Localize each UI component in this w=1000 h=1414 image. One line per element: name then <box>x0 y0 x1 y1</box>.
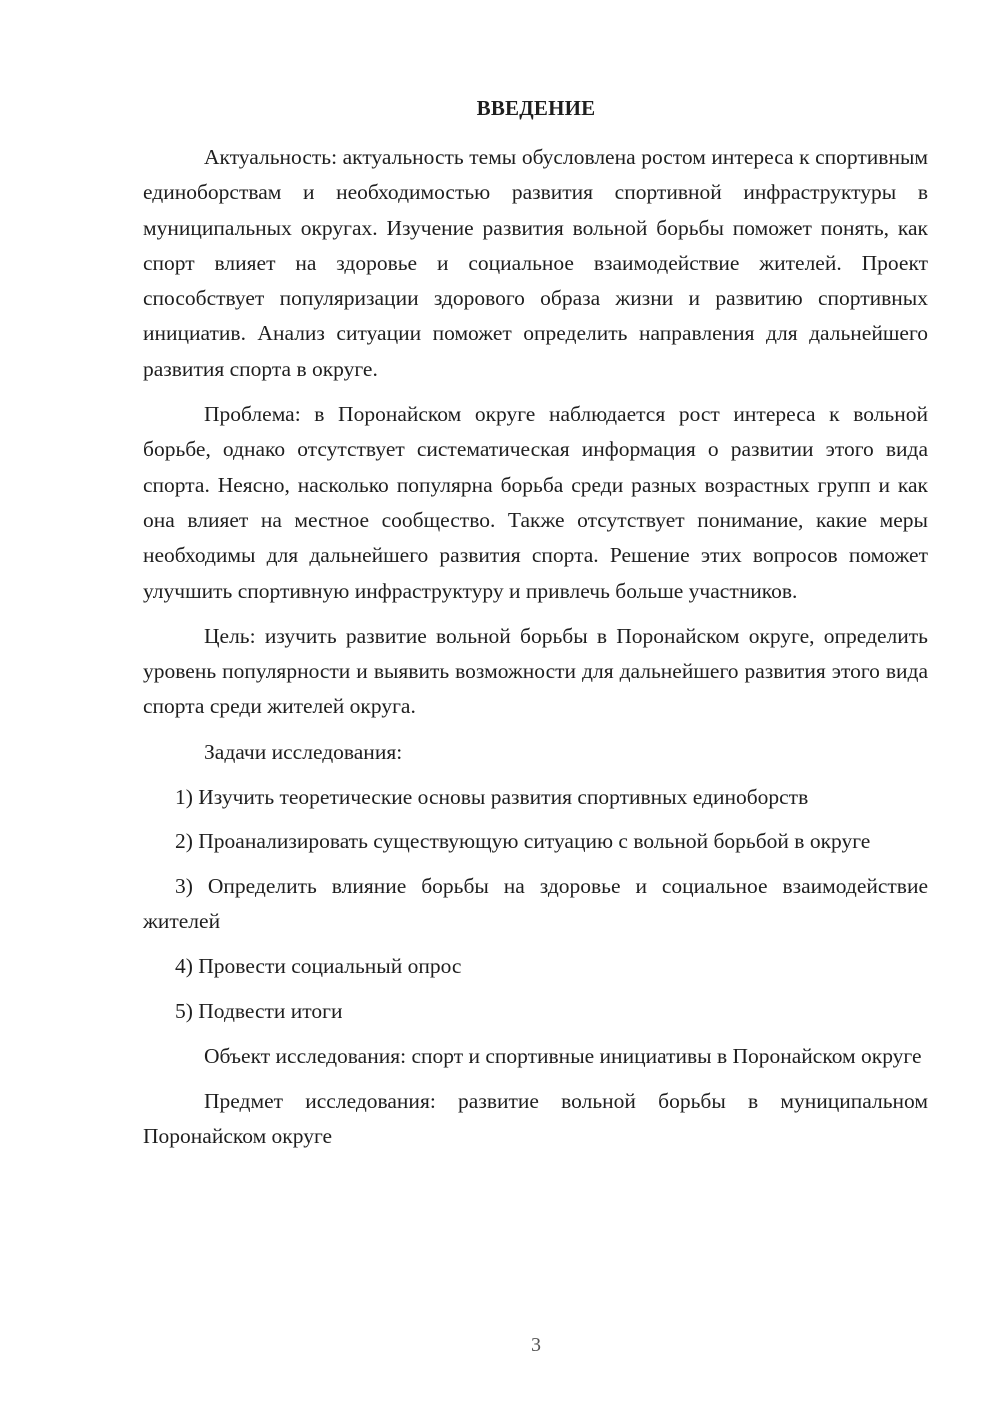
paragraph-tasks-intro: Задачи исследования: <box>204 739 403 764</box>
paragraph-relevance: Актуальность: актуальность темы обусловлена ростом интереса к спортивным единоборствам и необходимостью развития спортивной инфраструктуры в муниципальных округах. Изучение развития вольной борьбы поможет понять, как спорт влияет на здоровье и социальное взаимодействие жителей. Проект способствует популяризации здорового образа жизни и развитию спортивных инициатив. Анализ ситуации поможет определить направления для дальнейшего развития спорта в округе. <box>143 145 928 381</box>
paragraph-subject: Предмет исследования: развитие вольной борьбы в муниципальном Поронайском округе <box>143 1088 928 1148</box>
task-item: 1) Изучить теоретические основы развития спортивных единоборств <box>175 784 809 809</box>
page-number: 3 <box>531 1334 541 1356</box>
task-item: 4) Провести социальный опрос <box>175 954 462 979</box>
section-heading: ВВЕДЕНИЕ <box>476 96 596 120</box>
paragraph-goal: Цель: изучить развитие вольной борьбы в Поронайском округе, определить уровень популярности и выявить возможности для дальнейшего развития этого вида спорта среди жителей округа. <box>143 623 928 719</box>
paragraph-problem: Проблема: в Поронайском округе наблюдается рост интереса к вольной борьбе, однако отсутствует систематическая информация о развитии этого вида спорта. Неясно, насколько популярна борьба среди разных возрастных групп и как она влияет на местное сообщество. Также отсутствует понимание, какие меры необходимы для дальнейшего развития спорта. Решение этих вопросов поможет улучшить спортивную инфраструктуру и привлечь больше участников. <box>143 402 928 603</box>
task-item: 5) Подвести итоги <box>175 999 343 1024</box>
task-item: 2) Проанализировать существующую ситуацию с вольной борьбой в округе <box>175 829 871 854</box>
document-body <box>143 140 928 1154</box>
task-item: 3) Определить влияние борьбы на здоровье и социальное взаимодействие жителей <box>143 874 928 934</box>
paragraph-object: Объект исследования: спорт и спортивные инициативы в Поронайском округе <box>204 1043 922 1068</box>
